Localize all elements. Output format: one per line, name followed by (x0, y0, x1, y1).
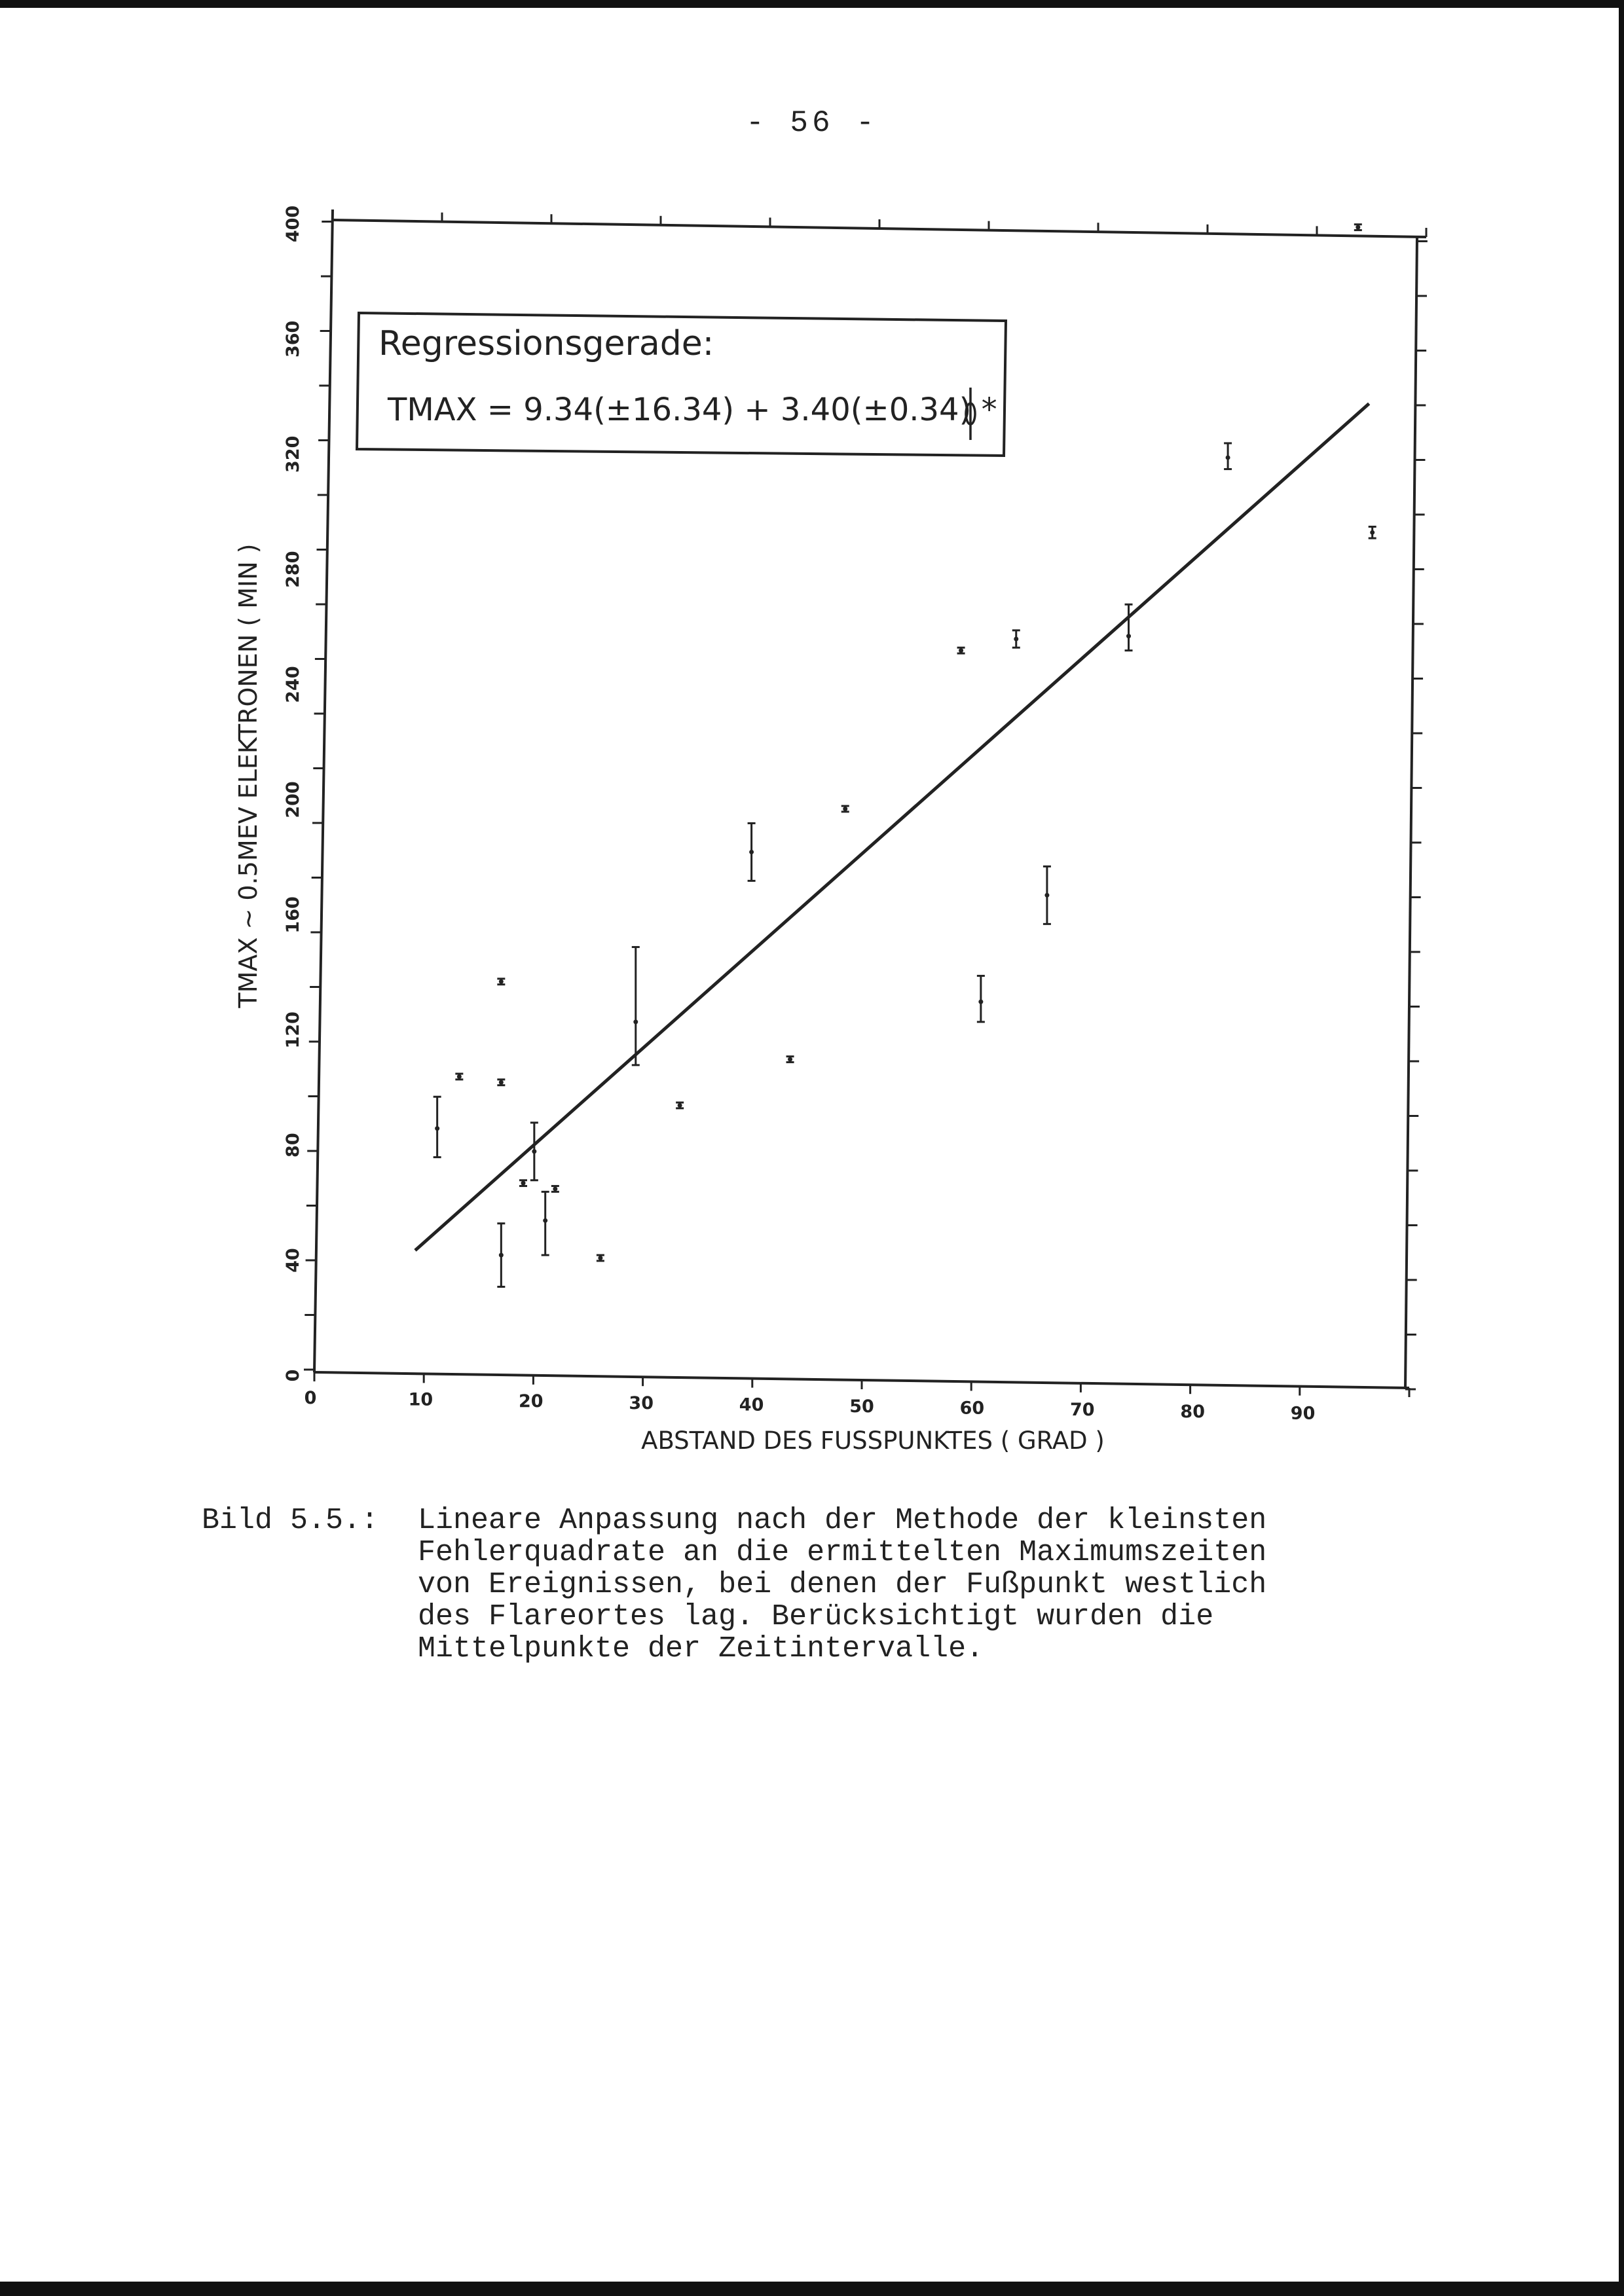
data-point (841, 806, 849, 812)
data-point (676, 1102, 684, 1108)
data-point-marker (598, 1256, 602, 1260)
y-tick-label: 240 (283, 666, 303, 703)
caption-text (418, 1504, 1266, 1665)
legend-box (357, 313, 1006, 456)
data-point-marker (499, 1253, 504, 1258)
data-point-marker (499, 979, 504, 984)
y-tick-label: 280 (283, 551, 303, 588)
caption-line: Mittelpunkte der Zeitintervalle. (418, 1632, 984, 1666)
data-point (1224, 443, 1232, 469)
data-point (455, 1074, 463, 1080)
x-tick-labels (304, 1388, 1316, 1423)
legend-formula: TMAX = 9.34(±16.34) + 3.40(±0.34) * (388, 392, 997, 428)
data-point-marker (1356, 225, 1360, 230)
data-point-marker (978, 1000, 983, 1004)
data-point (530, 1123, 538, 1180)
data-point (434, 1097, 441, 1157)
y-tick-label: 200 (283, 781, 303, 818)
y-tick-label: 40 (283, 1248, 303, 1273)
caption-line: des Flareortes lag. Berücksichtigt wurden die (418, 1600, 1214, 1633)
x-tick-label: 20 (519, 1391, 544, 1412)
x-tick-label: 60 (959, 1398, 985, 1419)
data-point-marker (521, 1181, 526, 1186)
data-point-marker (457, 1074, 462, 1079)
data-point (786, 1057, 794, 1063)
axes (314, 210, 1426, 1389)
y-tick-label: 0 (283, 1369, 303, 1382)
x-tick-label: 80 (1180, 1401, 1205, 1422)
data-point (497, 1080, 505, 1085)
data-point (632, 947, 640, 1065)
data-point (1012, 630, 1020, 647)
y-tick-label: 400 (283, 205, 303, 243)
data-point (551, 1186, 559, 1192)
y-tick-label: 360 (283, 320, 303, 358)
data-point-marker (1044, 893, 1049, 898)
x-tick-label: 0 (304, 1388, 317, 1408)
caption-label: Bild 5.5.: (202, 1504, 379, 1537)
caption-line: von Ereignissen, bei denen der Fußpunkt westlich (418, 1568, 1267, 1601)
data-point (748, 823, 756, 881)
data-point-marker (788, 1057, 792, 1062)
x-tick-label: 30 (629, 1393, 654, 1413)
data-point-marker (499, 1080, 504, 1085)
legend-title: Regressionsgerade: (378, 324, 714, 363)
data-points (434, 225, 1376, 1287)
data-point-marker (749, 850, 754, 854)
data-point-marker (633, 1019, 638, 1024)
data-point-marker (1014, 637, 1018, 642)
y-tick-labels (283, 206, 303, 1382)
data-point-marker (1370, 530, 1375, 535)
page-number: - 56 - (746, 106, 878, 140)
data-point (597, 1255, 604, 1261)
data-point (957, 647, 965, 653)
axis-ticks (304, 211, 1428, 1397)
data-point-marker (1226, 455, 1230, 460)
data-point (1369, 526, 1376, 538)
bottom-border (0, 2282, 1624, 2296)
regression-line-path (415, 404, 1369, 1250)
y-tick-label: 80 (283, 1133, 303, 1157)
x-tick-label: 70 (1070, 1400, 1095, 1421)
data-point (1043, 866, 1051, 924)
data-point-marker (959, 648, 963, 653)
data-point-marker (843, 807, 847, 811)
x-tick-label: 90 (1290, 1403, 1316, 1424)
caption-line: Lineare Anpassung nach der Methode der kleinsten (418, 1504, 1267, 1537)
data-point (497, 979, 505, 985)
y-tick-label: 160 (283, 896, 303, 934)
data-point-marker (1126, 634, 1131, 638)
right-frame-line (1405, 237, 1417, 1389)
data-point-marker (532, 1149, 536, 1154)
data-point-marker (435, 1126, 439, 1131)
data-point (977, 976, 985, 1022)
data-point (542, 1192, 549, 1255)
x-tick-label: 10 (408, 1389, 434, 1410)
x-tick-label: 40 (739, 1394, 764, 1415)
x-tick-label: 50 (849, 1396, 874, 1417)
data-point (519, 1180, 527, 1186)
y-tick-label: 320 (283, 435, 303, 473)
x-axis-title: ABSTAND DES FUSSPUNKTES ( GRAD ) (641, 1427, 1105, 1455)
data-point-marker (553, 1186, 557, 1191)
y-axis-line (314, 210, 333, 1372)
caption-line: Fehlerquadrate an die ermittelten Maximumszeiten (418, 1536, 1267, 1569)
data-point (1354, 225, 1362, 230)
y-tick-label: 120 (283, 1011, 303, 1049)
data-point-marker (678, 1103, 682, 1108)
data-point (497, 1224, 505, 1287)
y-axis-title: TMAX ~ 0.5MEV ELEKTRONEN ( MIN ) (234, 543, 263, 1008)
data-point (1125, 604, 1133, 650)
data-point-marker (543, 1218, 547, 1223)
regression-line (415, 404, 1369, 1250)
